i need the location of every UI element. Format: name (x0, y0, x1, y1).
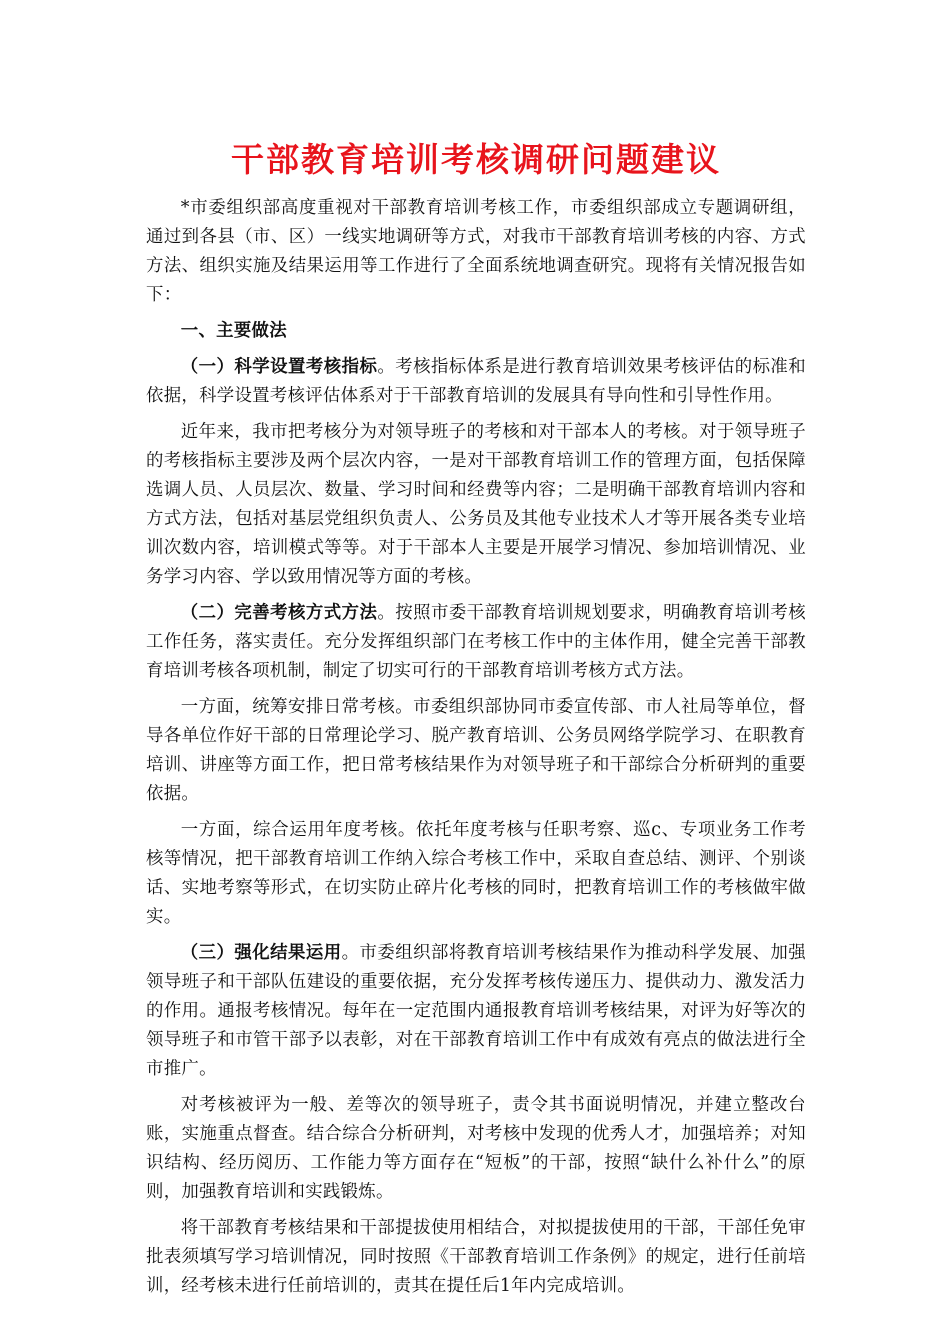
document-page (146, 138, 806, 1308)
paragraph-6-lead: （三）强化结果运用 (180, 943, 342, 963)
paragraph-6-text: 。市委组织部将教育培训考核结果作为推动科学发展、加强领导班子和干部队伍建设的重要依据，充分发挥考核传递压力、提供动力、激发活力的作用。通报考核情况。每年在一定范围内通报教育培训考核结果，对评为好等次的领导班子和市管干部予以表彰，对在干部教育培训工作中有成效有亮点的做法进行全市推广。 (146, 943, 806, 1079)
paragraph-7: 对考核被评为一般、差等次的领导班子，责令其书面说明情况，并建立整改台账，实施重点督查。结合综合分析研判，对考核中发现的优秀人才，加强培养；对知识结构、经历阅历、工作能力等方面存在“短板”的干部，按照“缺什么补什么”的原则，加强教育培训和实践锻炼。 (146, 1095, 806, 1202)
paragraph-1-text: 。考核指标体系是进行教育培训效果考核评估的标准和依据，科学设置考核评估体系对于干部教育培训的发展具有导向性和引导性作用。 (146, 357, 806, 406)
paragraph-1 (146, 353, 806, 411)
paragraph-4: 一方面，统筹安排日常考核。市委组织部协同市委宣传部、市人社局等单位，督导各单位作好干部的日常理论学习、脱产教育培训、公务员网络学院学习、在职教育培训、讲座等方面工作，把日常考核结果作为对领导班子和干部综合分析研判的重要依据。 (146, 697, 806, 804)
paragraph-6 (146, 939, 806, 1084)
paragraph-2: 近年来，我市把考核分为对领导班子的考核和对干部本人的考核。对于领导班子的考核指标主要涉及两个层次内容，一是对干部教育培训工作的管理方面，包括保障选调人员、人员层次、数量、学习时间和经费等内容；二是明确干部教育培训内容和方式方法，包括对基层党组织负责人、公务员及其他专业技术人才等开展各类专业培训次数内容，培训模式等等。对于干部本人主要是开展学习情况、参加培训情况、业务学习内容、学以致用情况等方面的考核。 (146, 422, 806, 587)
section-heading: 一、主要做法 (180, 321, 287, 341)
paragraph-3-text: 。按照市委干部教育培训规划要求，明确教育培训考核工作任务，落实责任。充分发挥组织部门在考核工作中的主体作用，健全完善干部教育培训考核各项机制，制定了切实可行的干部教育培训考核方式方法。 (146, 603, 806, 681)
document-title: 干部教育培训考核调研问题建议 (231, 140, 721, 179)
paragraph-1-lead: （一）科学设置考核指标 (180, 357, 378, 377)
paragraph-3 (146, 599, 806, 686)
paragraph-5: 一方面，综合运用年度考核。依托年度考核与任职考察、巡c、专项业务工作考核等情况，把干部教育培训工作纳入综合考核工作中，采取自查总结、测评、个别谈话、实地考察等形式，在切实防止碎片化考核的同时，把教育培训工作的考核做牢做实。 (146, 820, 806, 927)
paragraph-3-lead: （二）完善考核方式方法 (180, 603, 378, 623)
intro-paragraph: *市委组织部高度重视对干部教育培训考核工作，市委组织部成立专题调研组，通过到各县（市、区）一线实地调研等方式，对我市干部教育培训考核的内容、方式方法、组织实施及结果运用等工作进行了全面系统地调查研究。现将有关情况报告如下： (146, 198, 806, 305)
paragraph-8: 将干部教育考核结果和干部提拔使用相结合，对拟提拔使用的干部，干部任免审批表须填写学习培训情况，同时按照《干部教育培训工作条例》的规定，进行任前培训，经考核未进行任前培训的，责其在提任后1年内完成培训。 (146, 1218, 806, 1296)
